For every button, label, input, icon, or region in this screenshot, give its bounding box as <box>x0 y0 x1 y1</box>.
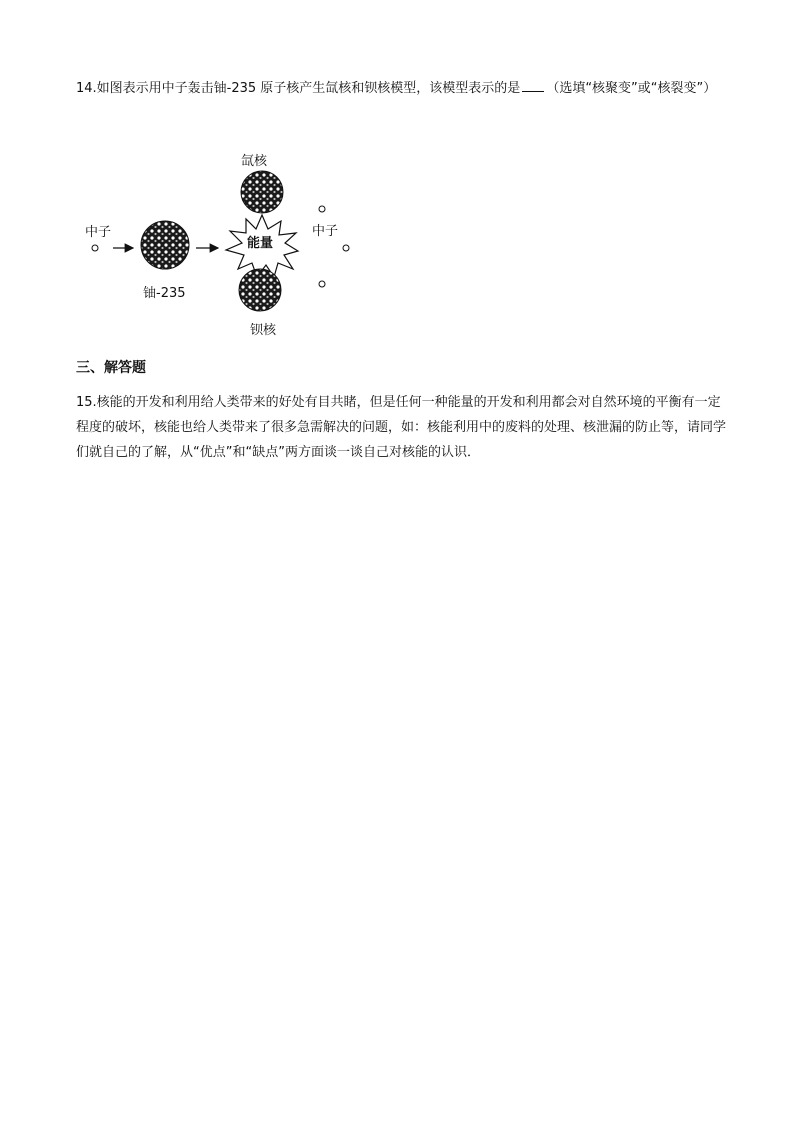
fission-diagram-graphic <box>80 145 370 340</box>
label-xenon: 氙核 <box>241 154 268 169</box>
question-14 <box>76 78 726 99</box>
question-14-options: （选填“核聚变”或“核裂变”） <box>546 81 717 96</box>
label-neutron-in: 中子 <box>85 225 112 240</box>
outgoing-neutron-2 <box>343 245 349 251</box>
outgoing-neutron-3 <box>319 281 325 287</box>
xenon-nucleus <box>241 171 283 213</box>
incoming-neutron <box>92 245 98 251</box>
outgoing-neutron-1 <box>319 206 325 212</box>
uranium-nucleus <box>141 221 189 269</box>
question-15: 15.核能的开发和利用给人类带来的好处有目共睹，但是任何一种能量的开发和利用都会对自然环境的平衡有一定程度的破坏，核能也给人类带来了很多急需解决的问题，如：核能利用中的废料的处理、核泄漏的防止等，请同学们就自己的了解，从“优点”和“缺点”两方面谈一谈自己对核能的认识． <box>76 395 727 460</box>
label-barium: 钡核 <box>250 323 277 338</box>
section-title: 三、解答题 <box>76 360 146 376</box>
label-energy: 能量 <box>247 236 274 251</box>
answer-blank[interactable] <box>522 78 544 92</box>
question-14-text: 14.如图表示用中子轰击铀-235 原子核产生氙核和钡核模型，该模型表示的是 <box>76 81 521 96</box>
label-uranium: 铀-235 <box>143 286 186 301</box>
label-neutron-out: 中子 <box>312 224 339 239</box>
fission-diagram <box>80 145 370 340</box>
barium-nucleus <box>239 269 281 311</box>
